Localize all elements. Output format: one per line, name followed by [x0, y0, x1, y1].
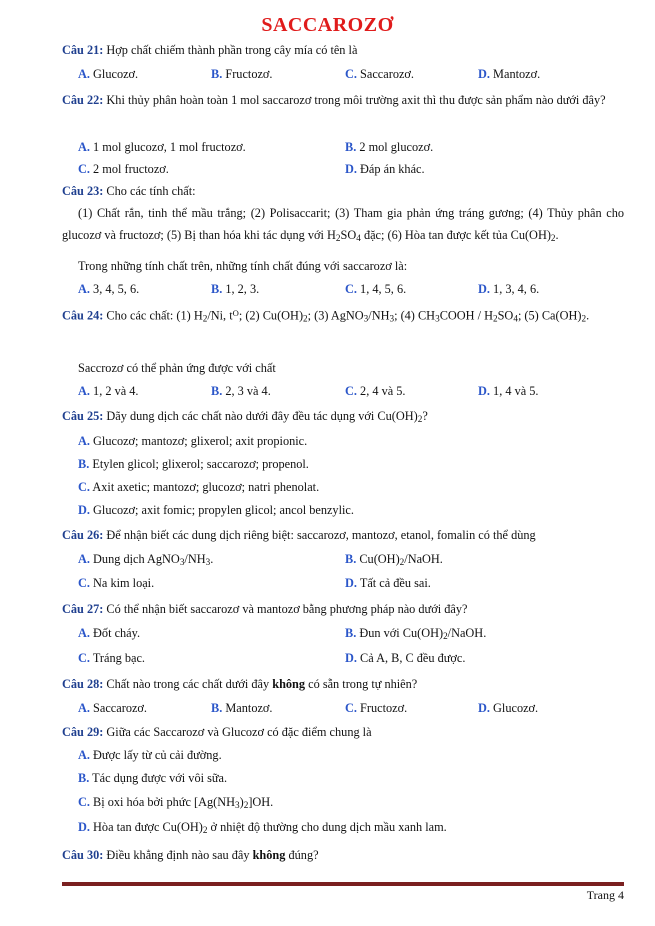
option-text: Axit axetic; mantozơ; glucozơ; natri phenolat. — [92, 480, 320, 494]
q29-option-c[interactable] — [78, 794, 273, 813]
option-letter: A. — [78, 552, 90, 566]
question-number: Câu 23: — [62, 184, 104, 198]
option-letter: C. — [78, 162, 90, 176]
option-text: Tác dụng được với vôi sữa. — [92, 771, 228, 785]
option-text: Dung dịch AgNO — [93, 552, 180, 566]
q23-option-b[interactable] — [211, 281, 259, 297]
option-text: Đốt cháy. — [93, 626, 141, 640]
option-letter: D. — [345, 162, 357, 176]
question-number: Câu 29: — [62, 725, 104, 739]
option-letter: D. — [78, 820, 90, 834]
subscript: 2 — [243, 799, 249, 810]
page-title: SACCAROZƠ — [261, 14, 394, 36]
option-text: Đun với Cu(OH) — [359, 626, 444, 640]
properties-text: (1) Chất rắn, tinh thể mầu trắng; (2) Polisaccarit; (3) Tham gia phản ứng tráng gương; (4) Thủy phân cho glucozơ và fructozơ; (5) Bị than hóa khi tác dụng với H — [62, 206, 624, 242]
option-text: 1, 4, 5, 6. — [360, 282, 407, 296]
question-text: . — [586, 308, 590, 323]
option-letter: D. — [478, 701, 490, 715]
option-letter: B. — [211, 282, 223, 296]
option-text: ) — [239, 795, 244, 809]
option-letter: B. — [345, 552, 357, 566]
option-text: Na kim loại. — [93, 576, 155, 590]
emphasis-text: không — [252, 848, 286, 862]
q25-option-a[interactable] — [78, 433, 307, 449]
q25-option-b[interactable] — [78, 456, 309, 472]
q29-option-d[interactable] — [78, 819, 447, 838]
option-text: Fructozơ. — [360, 701, 408, 715]
option-text: Bị oxi hóa bởi phức [Ag(NH — [93, 795, 235, 809]
q24-option-d[interactable] — [478, 383, 538, 399]
q28-option-a[interactable] — [78, 700, 147, 716]
option-letter: B. — [211, 701, 223, 715]
subscript: 2 — [202, 824, 208, 835]
option-text: Mantozơ. — [493, 67, 541, 81]
option-letter: C. — [78, 576, 90, 590]
option-letter: B. — [78, 771, 90, 785]
q22-option-c[interactable] — [78, 161, 169, 177]
question-number: Câu 22: — [62, 93, 104, 107]
option-text: Glucozơ. — [93, 67, 139, 81]
question-text: ; (4) CH — [394, 308, 436, 323]
q24-option-c[interactable] — [345, 383, 405, 399]
q22-option-a[interactable] — [78, 139, 246, 155]
option-text: Đáp án khác. — [360, 162, 425, 176]
question-text: Hợp chất chiếm thành phần trong cây mía có tên là — [106, 43, 358, 57]
q22-option-b[interactable] — [345, 139, 433, 155]
q21-option-c[interactable] — [345, 66, 414, 82]
q28-option-b[interactable] — [211, 700, 273, 716]
question-28 — [62, 676, 624, 692]
question-text: /Ni, t — [207, 308, 233, 323]
subscript: 2 — [492, 313, 498, 324]
option-text: 1, 2, 3. — [225, 282, 260, 296]
subscript: 4 — [513, 313, 518, 324]
question-number: Câu 28: — [62, 677, 104, 691]
option-text: Saccarozơ. — [93, 701, 147, 715]
question-text: Điều khẳng định nào sau đây — [106, 848, 253, 862]
q23-properties — [62, 202, 624, 249]
option-text: 2 mol glucozơ. — [359, 140, 434, 154]
q23-option-a[interactable] — [78, 281, 139, 297]
q21-option-a[interactable] — [78, 66, 138, 82]
q29-option-b[interactable] — [78, 770, 227, 786]
q27-option-a[interactable] — [78, 625, 140, 641]
footer-divider — [62, 882, 624, 886]
option-text: Etylen glicol; glixerol; saccarozơ; propenol. — [92, 457, 309, 471]
option-text: 1, 2 và 4. — [93, 384, 139, 398]
subscript: 2 — [581, 313, 587, 324]
subscript: 2 — [335, 232, 341, 243]
question-30 — [62, 847, 624, 863]
question-22 — [62, 89, 624, 111]
question-text: có sẵn trong tự nhiên? — [305, 677, 418, 691]
option-text: /NaOH. — [447, 626, 487, 640]
option-text: ]OH. — [248, 795, 274, 809]
subscript: 3 — [389, 313, 395, 324]
subscript: 2 — [399, 556, 405, 567]
question-text: Dãy dung dịch các chất nào dưới đây đều tác dụng với Cu(OH) — [106, 409, 418, 423]
option-letter: B. — [78, 457, 90, 471]
q22-option-d[interactable] — [345, 161, 425, 177]
option-letter: A. — [78, 434, 90, 448]
q25-option-d[interactable] — [78, 502, 354, 518]
option-letter: A. — [78, 282, 90, 296]
option-text: Glucozơ; mantozơ; glixerol; axit propionic. — [93, 434, 308, 448]
q26-option-c[interactable] — [78, 575, 154, 591]
q23-option-c[interactable] — [345, 281, 406, 297]
question-number: Câu 24: — [62, 308, 104, 323]
option-text: 3, 4, 5, 6. — [93, 282, 140, 296]
subscript: 2 — [550, 232, 556, 243]
option-letter: B. — [345, 140, 357, 154]
question-text: ; (5) Ca(OH) — [517, 308, 582, 323]
superscript: O — [232, 308, 239, 318]
option-letter: C. — [345, 67, 357, 81]
properties-text: . — [555, 228, 559, 242]
question-text: /NH — [368, 308, 390, 323]
question-text: Cho các chất: (1) H — [106, 308, 203, 323]
question-text: Có thể nhận biết saccarozơ và mantozơ bằng phương pháp nào dưới đây? — [106, 602, 468, 616]
question-23 — [62, 183, 624, 199]
q26-option-a[interactable] — [78, 551, 213, 570]
question-number: Câu 30: — [62, 848, 104, 862]
option-letter: D. — [478, 384, 490, 398]
option-letter: D. — [78, 503, 90, 517]
question-text: Cho các tính chất: — [106, 184, 196, 198]
q23-option-d[interactable] — [478, 281, 539, 297]
q28-option-c[interactable] — [345, 700, 407, 716]
option-text: Fructozơ. — [225, 67, 273, 81]
q24-stem: Saccrozơ có thể phản ứng được với chất — [78, 361, 276, 375]
option-letter: B. — [211, 384, 223, 398]
option-text: 2, 4 và 5. — [360, 384, 406, 398]
question-text: Khi thủy phân hoàn toàn 1 mol saccarozơ trong môi trường axit thì thu được sản phẩm nào dưới đây? — [106, 93, 606, 107]
q28-option-d[interactable] — [478, 700, 538, 716]
option-letter: C. — [345, 701, 357, 715]
option-letter: C. — [345, 384, 357, 398]
q23-stem: Trong những tính chất trên, những tính chất đúng với saccarozơ là: — [78, 259, 408, 273]
option-letter: D. — [345, 651, 357, 665]
question-number: Câu 26: — [62, 528, 104, 542]
option-text: Glucozơ. — [493, 701, 539, 715]
q21-option-b[interactable] — [211, 66, 273, 82]
option-letter: B. — [211, 67, 223, 81]
option-text: 1 mol glucozơ, 1 mol fructozơ. — [93, 140, 246, 154]
subscript: 2 — [417, 413, 423, 424]
q24-option-a[interactable] — [78, 383, 138, 399]
q27-option-c[interactable] — [78, 650, 145, 666]
question-number: Câu 27: — [62, 602, 104, 616]
subscript: 3 — [234, 799, 240, 810]
properties-text: SO — [340, 228, 357, 242]
option-text: Mantozơ. — [225, 701, 273, 715]
option-letter: D. — [345, 576, 357, 590]
subscript: 3 — [179, 556, 185, 567]
option-text: Được lấy từ củ cải đường. — [93, 748, 222, 762]
subscript: 2 — [303, 313, 308, 324]
option-text: Cả A, B, C đều được. — [360, 651, 466, 665]
option-text: 2, 3 và 4. — [225, 384, 271, 398]
subscript: 4 — [356, 232, 361, 243]
question-text: ? — [422, 409, 428, 423]
question-29 — [62, 724, 624, 740]
option-letter: A. — [78, 384, 90, 398]
option-letter: A. — [78, 140, 90, 154]
question-text: Giữa các Saccarozơ và Glucozơ có đặc điểm chung là — [106, 725, 372, 739]
q27-option-d[interactable] — [345, 650, 465, 666]
option-text: Tráng bạc. — [92, 651, 145, 665]
option-letter: C. — [78, 651, 90, 665]
option-text: /NH — [184, 552, 206, 566]
option-text: . — [210, 552, 214, 566]
option-letter: B. — [345, 626, 357, 640]
option-letter: D. — [478, 67, 490, 81]
page-number: Trang 4 — [586, 888, 624, 902]
question-25 — [62, 408, 624, 427]
question-number: Câu 25: — [62, 409, 104, 423]
q26-option-b[interactable] — [345, 551, 443, 570]
option-text: Cu(OH) — [359, 552, 400, 566]
question-26 — [62, 527, 624, 543]
option-text: /NaOH. — [404, 552, 443, 566]
q29-option-a[interactable] — [78, 747, 222, 763]
subscript: 3 — [363, 313, 369, 324]
option-letter: A. — [78, 67, 90, 81]
option-text: 2 mol fructozơ. — [93, 162, 169, 176]
option-letter: A. — [78, 701, 90, 715]
option-text: Saccarozơ. — [360, 67, 414, 81]
q25-option-c[interactable] — [78, 479, 319, 495]
subscript: 2 — [202, 313, 208, 324]
option-text: 1, 4 và 5. — [493, 384, 539, 398]
question-24 — [62, 302, 624, 329]
option-letter: A. — [78, 748, 90, 762]
option-text: Hòa tan được Cu(OH) — [93, 820, 203, 834]
question-text: COOH / H — [439, 308, 493, 323]
option-text: Tất cả đều sai. — [359, 576, 431, 590]
q27-option-b[interactable] — [345, 625, 486, 644]
question-27 — [62, 601, 624, 617]
q26-option-d[interactable] — [345, 575, 431, 591]
question-text: Chất nào trong các chất dưới đây — [106, 677, 273, 691]
question-number: Câu 21: — [62, 43, 104, 57]
subscript: 2 — [443, 630, 448, 641]
option-text: 1, 3, 4, 6. — [493, 282, 540, 296]
question-text: ; (3) AgNO — [307, 308, 364, 323]
option-text: ở nhiệt độ thường cho dung dịch mầu xanh lam. — [207, 820, 447, 834]
option-letter: C. — [345, 282, 357, 296]
option-letter: D. — [478, 282, 490, 296]
option-letter: C. — [78, 480, 90, 494]
question-21 — [62, 42, 624, 58]
subscript: 3 — [205, 556, 211, 567]
properties-text: đặc; (6) Hòa tan được kết tủa Cu(OH) — [360, 228, 551, 242]
subscript: 3 — [435, 313, 440, 324]
emphasis-text: không — [272, 677, 306, 691]
question-text: SO — [497, 308, 514, 323]
q24-option-b[interactable] — [211, 383, 271, 399]
q21-option-d[interactable] — [478, 66, 540, 82]
question-text: đúng? — [285, 848, 319, 862]
option-text: Glucozơ; axit fomic; propylen glicol; ancol benzylic. — [93, 503, 354, 517]
option-letter: A. — [78, 626, 90, 640]
option-letter: C. — [78, 795, 90, 809]
question-text: Để nhận biết các dung dịch riêng biệt: saccarozơ, mantozơ, etanol, fomalin có thể dùng — [106, 528, 536, 542]
question-text: ; (2) Cu(OH) — [238, 308, 304, 323]
